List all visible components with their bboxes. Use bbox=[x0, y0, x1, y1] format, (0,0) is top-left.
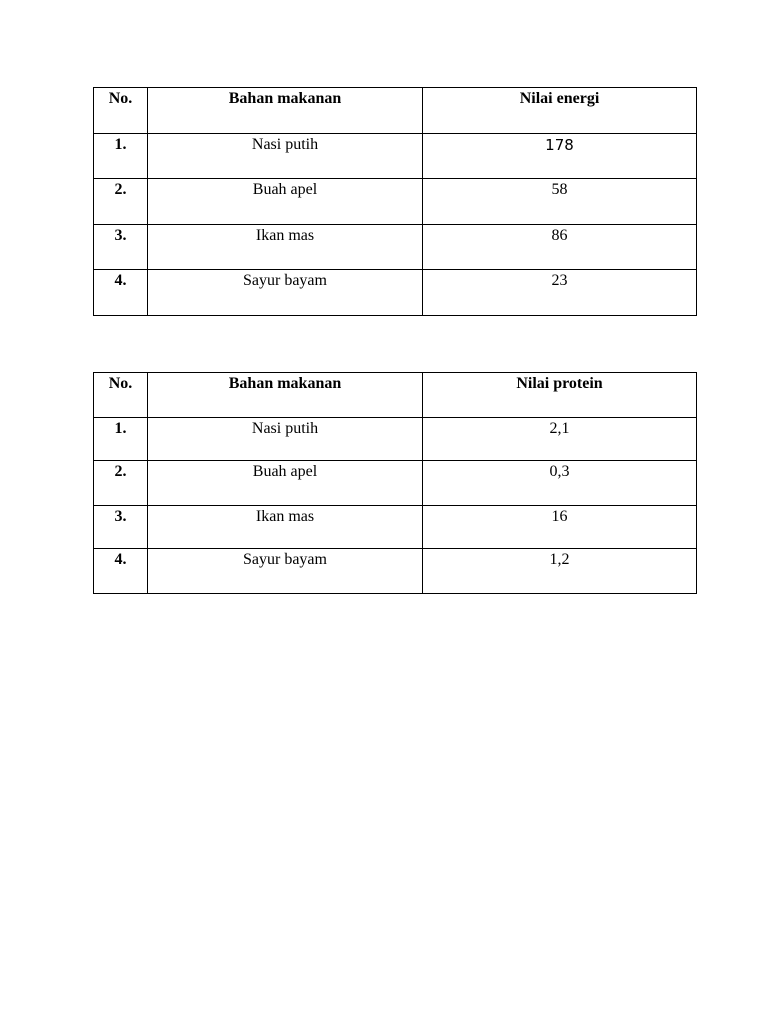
header-energy: Nilai energi bbox=[423, 88, 697, 134]
food-name: Sayur bayam bbox=[148, 549, 423, 594]
row-number: 1. bbox=[94, 134, 148, 179]
row-number: 3. bbox=[94, 225, 148, 270]
header-food: Bahan makanan bbox=[148, 88, 423, 134]
table-row bbox=[94, 506, 697, 549]
energy-value: 178 bbox=[423, 134, 697, 179]
protein-value: 16 bbox=[423, 506, 697, 549]
food-name: Ikan mas bbox=[148, 225, 423, 270]
row-number: 2. bbox=[94, 179, 148, 225]
table-row bbox=[94, 134, 697, 179]
food-name: Ikan mas bbox=[148, 506, 423, 549]
header-no: No. bbox=[94, 373, 148, 418]
row-number: 3. bbox=[94, 506, 148, 549]
energy-value: 58 bbox=[423, 179, 697, 225]
table-header-row bbox=[94, 88, 697, 134]
protein-table bbox=[93, 372, 697, 594]
table-row bbox=[94, 418, 697, 461]
table-row bbox=[94, 225, 697, 270]
energy-value: 86 bbox=[423, 225, 697, 270]
food-name: Nasi putih bbox=[148, 134, 423, 179]
food-name: Sayur bayam bbox=[148, 270, 423, 316]
table-header-row bbox=[94, 373, 697, 418]
table-row bbox=[94, 461, 697, 506]
row-number: 2. bbox=[94, 461, 148, 506]
row-number: 4. bbox=[94, 270, 148, 316]
food-name: Buah apel bbox=[148, 179, 423, 225]
food-name: Buah apel bbox=[148, 461, 423, 506]
row-number: 1. bbox=[94, 418, 148, 461]
protein-value: 0,3 bbox=[423, 461, 697, 506]
food-name: Nasi putih bbox=[148, 418, 423, 461]
header-food: Bahan makanan bbox=[148, 373, 423, 418]
energy-table bbox=[93, 87, 697, 316]
table-row bbox=[94, 270, 697, 316]
table-row bbox=[94, 549, 697, 594]
row-number: 4. bbox=[94, 549, 148, 594]
header-protein: Nilai protein bbox=[423, 373, 697, 418]
energy-value: 23 bbox=[423, 270, 697, 316]
table-row bbox=[94, 179, 697, 225]
protein-value: 1,2 bbox=[423, 549, 697, 594]
protein-value: 2,1 bbox=[423, 418, 697, 461]
header-no: No. bbox=[94, 88, 148, 134]
